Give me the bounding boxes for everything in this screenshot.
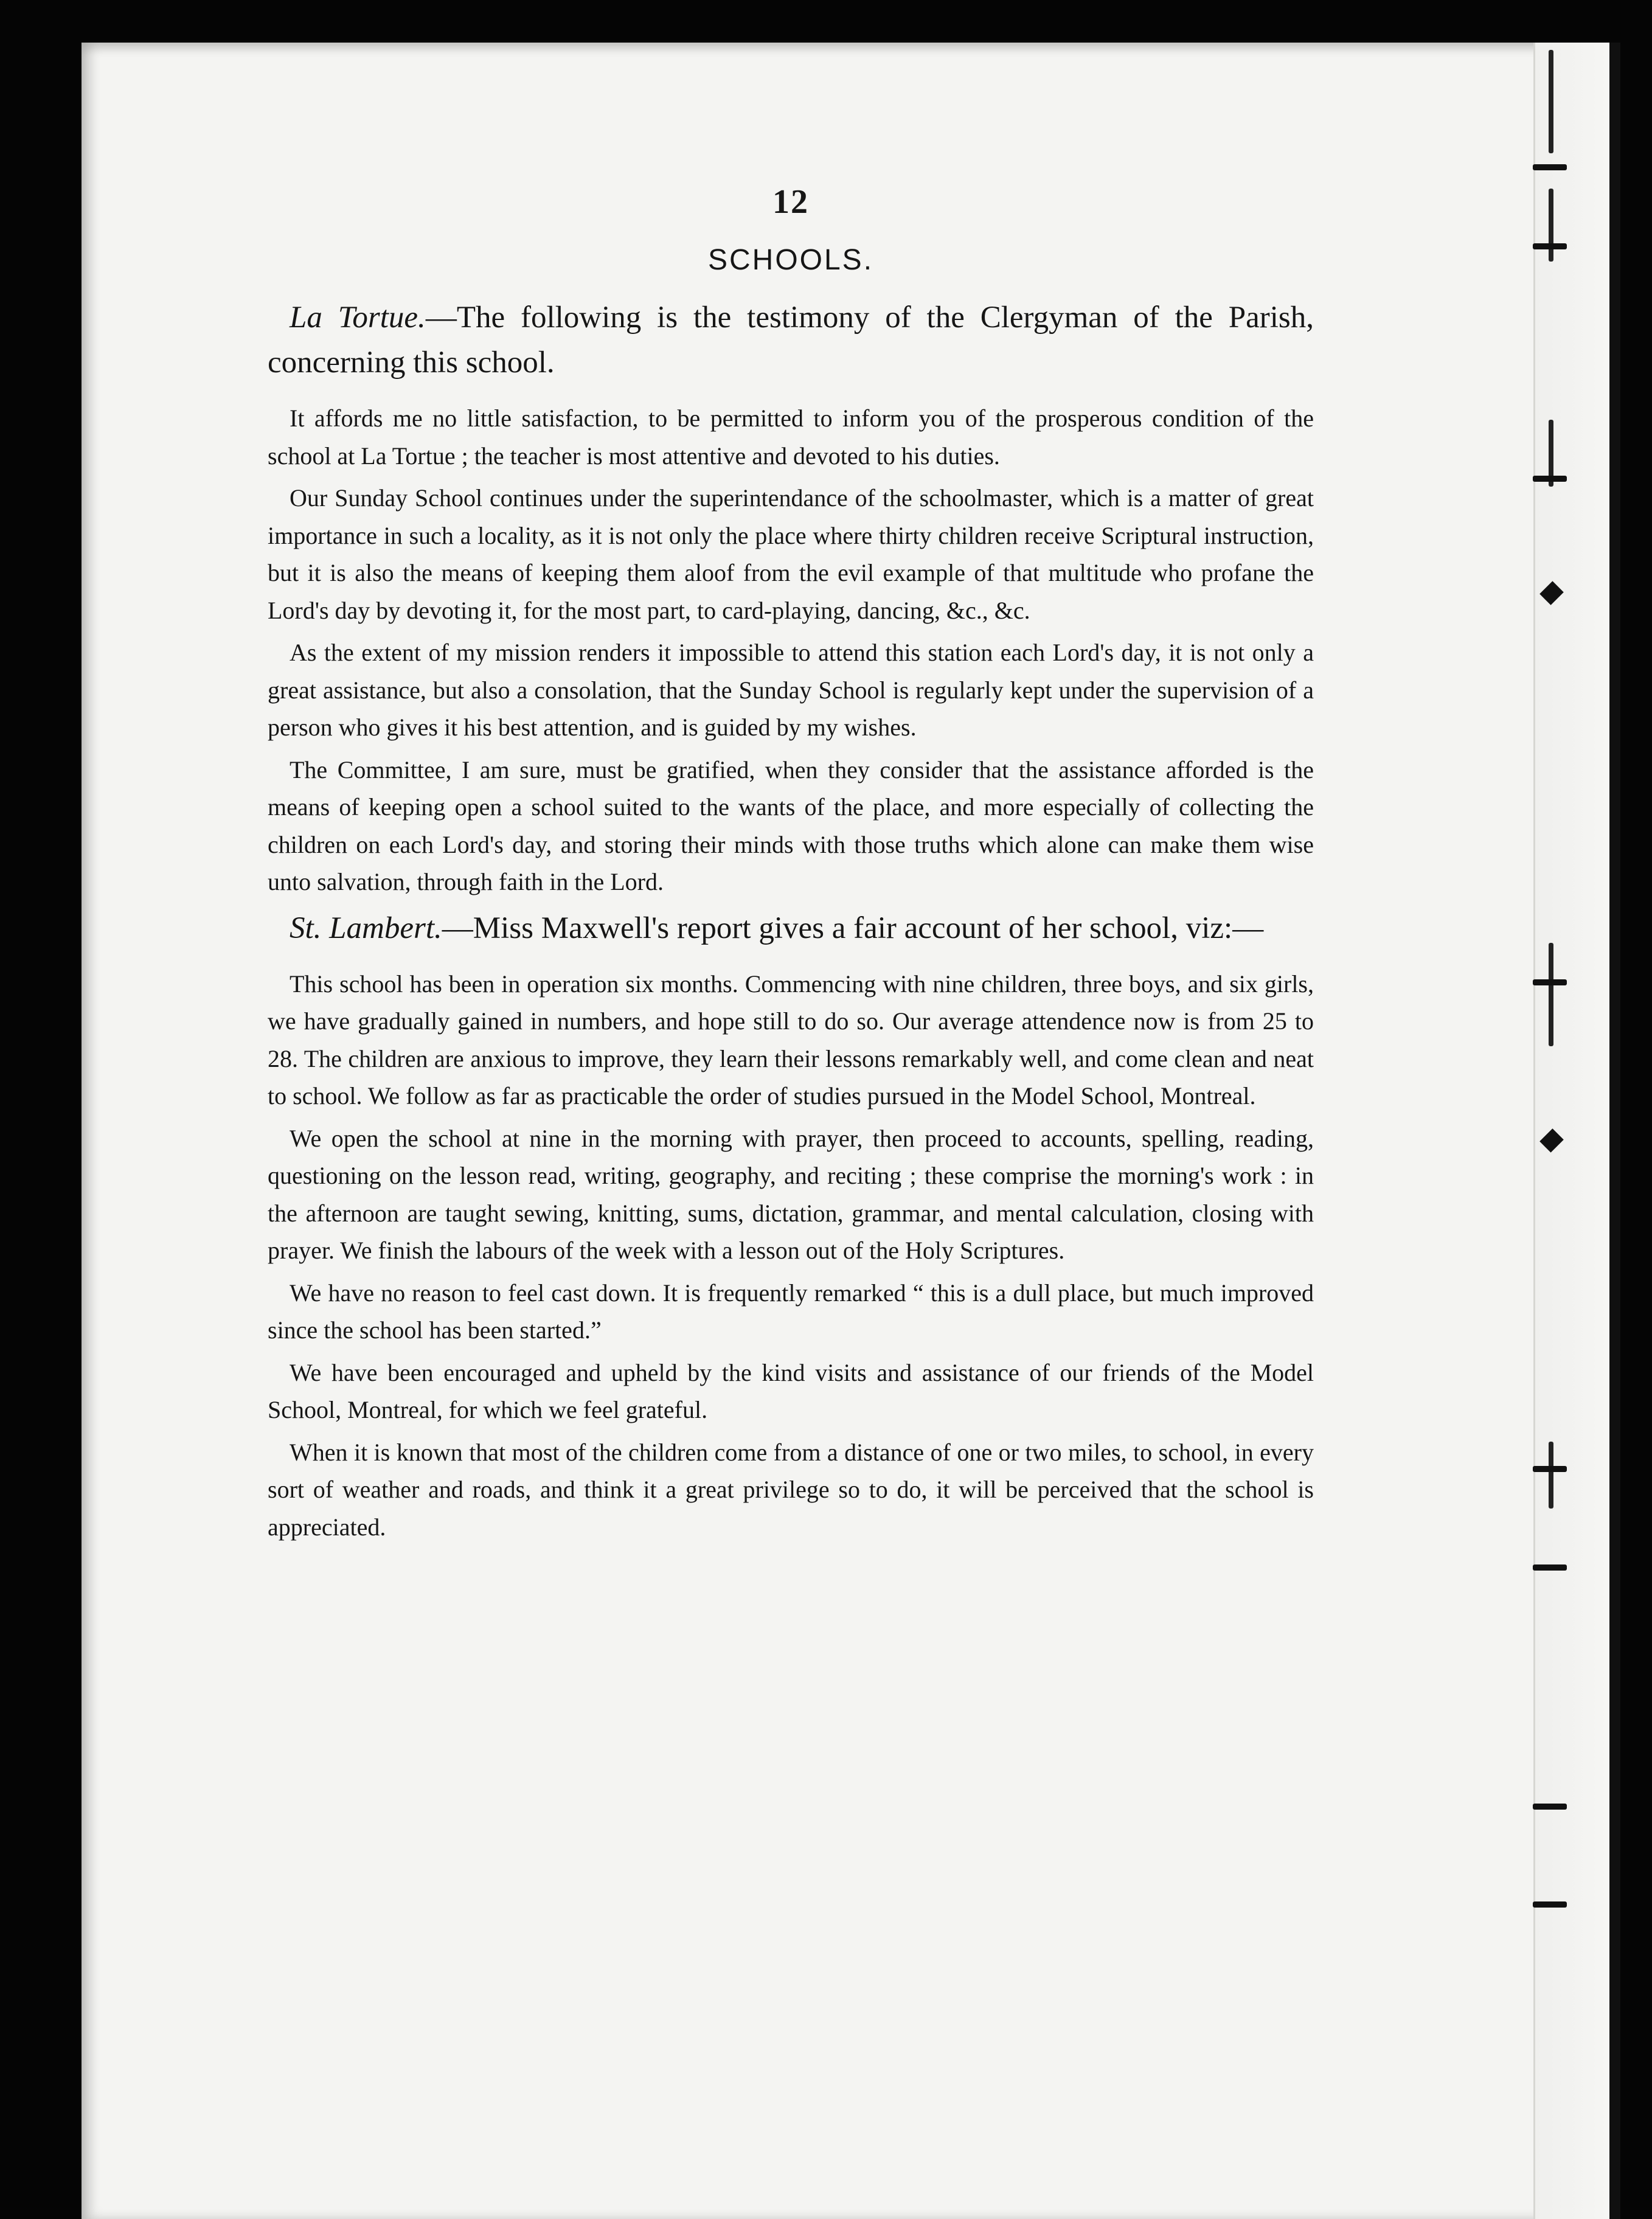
- la-tortue-paragraph: It affords me no little satisfaction, to be permitted to inform you of the prosperous condition of the school at La Tortue ; the teacher is most attentive and devoted to his duties.: [268, 405, 1314, 470]
- binding-blot: [1539, 581, 1564, 605]
- binding-mark: [1533, 1804, 1567, 1810]
- la-tortue-paragraph: Our Sunday School continues under the superintendance of the schoolmaster, which is a matter of great importance in such a locality, as it is not only the place where thirty children receive Scriptural instruction, but it is also the means of keeping them aloof from the evil example of that multitude who profane the Lord's day by devoting it, for the most part, to card-playing, dancing, &c., &c.: [268, 484, 1314, 624]
- page-edge-strip: [1533, 43, 1620, 2219]
- binding-mark: [1533, 243, 1567, 249]
- binding-mark: [1533, 164, 1567, 170]
- st-lambert-paragraph: We open the school at nine in the morning with prayer, then proceed to accounts, spelling, reading, questioning on the lesson read, writing, geography, and reciting ; these comprise the morning's work : in the afternoon are taught sewing, knitting, sums, dictation, grammar, and mental calculation, closing with prayer. We finish the labours of the week with a lesson out of the Holy Scriptures.: [268, 1124, 1314, 1264]
- st-lambert-paragraph: We have been encouraged and upheld by the kind visits and assistance of our friends of the Model School, Montreal, for which we feel grateful.: [268, 1358, 1314, 1423]
- binding-mark: [1533, 1466, 1567, 1472]
- page-gutter-edge: [1609, 43, 1620, 2219]
- binding-thread: [1549, 1442, 1553, 1509]
- binding-mark: [1533, 476, 1567, 482]
- binding-thread: [1549, 50, 1553, 153]
- binding-thread: [1549, 189, 1553, 262]
- binding-mark: [1533, 1901, 1567, 1908]
- binding-blot: [1539, 1128, 1564, 1153]
- la-tortue-paragraph: As the extent of my mission renders it impossible to attend this station each Lord's day, it is not only a great assistance, but also a consolation, that the Sunday School is regularly kept under the supervision of a person who gives it his best attention, and is guided by my wishes.: [268, 639, 1314, 741]
- st-lambert-paragraph: This school has been in operation six months. Commencing with nine children, three boys, and six girls, we have gradually gained in numbers, and hope still to do so. Our average attendence now is from 25 to 28. The children are anxious to improve, they learn their lessons remarkably well, and come clean and neat to school. We follow as far as practicable the order of studies pursued in the Model School, Montreal.: [268, 970, 1314, 1110]
- binding-thread: [1549, 943, 1553, 1046]
- la-tortue-paragraph: The Committee, I am sure, must be gratified, when they consider that the assistance afforded is the means of keeping open a school suited to the wants of the place, and more especially of collecting the children on each Lord's day, and storing their minds with those truths which alone can make them wise unto salvation, through faith in the Lord.: [268, 755, 1314, 895]
- page-number: 12: [772, 183, 809, 221]
- la-tortue-heading: La Tortue.: [290, 300, 426, 335]
- st-lambert-paragraph: When it is known that most of the children come from a distance of one or two miles, to school, in every sort of weather and roads, and think it a great privilege so to do, it will be perceived that the school is appreciated.: [268, 1438, 1314, 1541]
- section-title: SCHOOLS.: [707, 244, 874, 276]
- st-lambert-intro: —Miss Maxwell's report gives a fair account of her school, viz:—: [442, 911, 1264, 945]
- st-lambert-paragraph: We have no reason to feel cast down. It is frequently remarked “ this is a dull place, but much improved since the school has been started.”: [268, 1279, 1314, 1344]
- binding-mark: [1533, 979, 1567, 985]
- page-content: [268, 182, 1314, 1551]
- la-tortue-intro: —The following is the testimony of the Clergyman of the Parish, concerning this school.: [268, 300, 1314, 380]
- st-lambert-heading: St. Lambert.: [290, 911, 442, 945]
- la-tortue-lead: [268, 295, 1314, 385]
- st-lambert-lead: [268, 906, 1314, 951]
- binding-mark: [1533, 1564, 1567, 1571]
